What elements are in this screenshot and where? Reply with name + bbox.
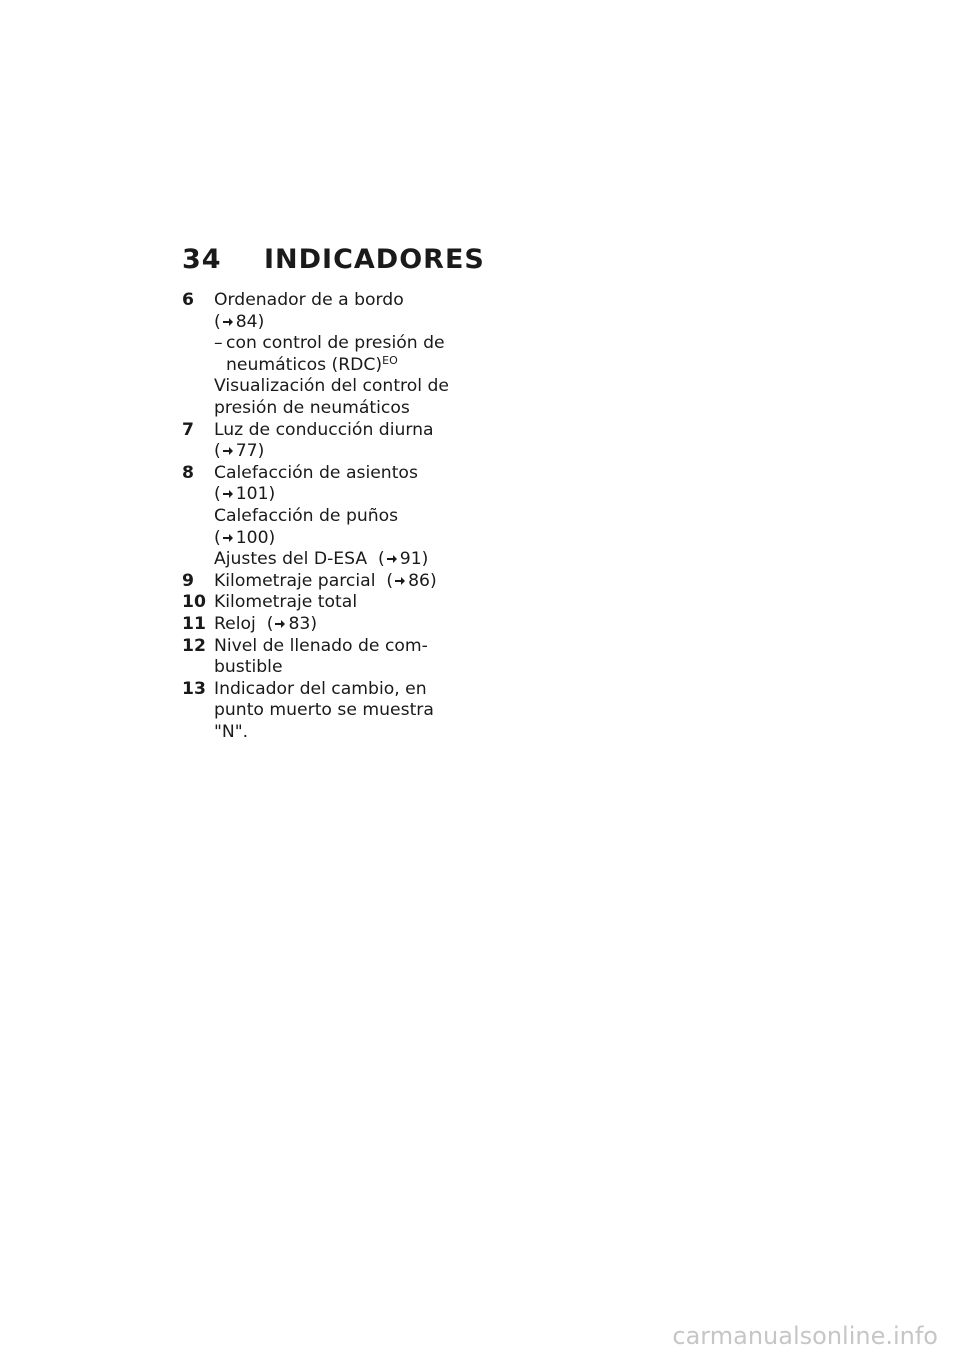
legend-item-10 [182,592,452,614]
arrow-right-icon [222,532,234,544]
item-number: 8 [182,462,194,483]
item-number: 9 [182,570,194,591]
ref-page: 101 [235,484,269,505]
page-title: INDICADORES [264,244,485,275]
ref-page: 83 [288,613,311,634]
page-reference: ( 100) [214,527,276,548]
page-reference: ( 101) [214,484,276,505]
arrow-right-icon [222,316,234,328]
item-number: 6 [182,290,194,310]
legend-item-12 [182,636,452,679]
ref-page: 100 [235,527,269,548]
item-text: Kilometraje total [214,592,358,613]
equipment-marker: EO [382,353,398,367]
arrow-right-icon [386,553,398,565]
legend-item-6 [182,290,452,333]
item-number: 13 [182,678,206,699]
item-number: 12 [182,635,206,656]
page-reference: ( 77) [214,441,265,462]
legend-item-rdc-display [182,376,452,419]
page-header [182,244,485,275]
arrow-right-icon [222,445,234,457]
arrow-right-icon [394,575,406,587]
legend-item-11 [182,614,452,636]
legend-item-desa [182,549,452,571]
legend-item-8 [182,463,452,506]
item-text: Visualización del control de presión de neumáticos [214,376,449,418]
page-reference: ( 91) [372,549,429,570]
legend-item-9 [182,571,452,593]
legend-item-13 [182,679,452,744]
item-text: Calefacción de asientos [214,462,418,483]
item-text: Ordenador de a bordo [214,290,404,310]
ref-page: 86 [408,570,430,591]
subitem-text: con control de presión de neumáticos (RDC) [226,333,445,375]
item-number: 11 [182,613,206,634]
dash-bullet: – [214,333,223,354]
ref-page: 77 [235,441,258,462]
item-text: Indicador del cambio, en punto muerto se muestra "N". [214,678,434,742]
legend-subitem-rdc [182,333,452,376]
watermark: carmanualsonline.info [672,1322,938,1350]
legend-item-7 [182,420,452,463]
item-text: Luz de conducción diurna [214,419,434,440]
item-text: Nivel de llenado de com-bustible [214,635,428,678]
item-text: Calefacción de puños [214,505,399,526]
legend-list [182,290,452,743]
page-number: 34 [182,244,222,275]
ref-page: 84 [235,311,258,332]
arrow-right-icon [274,618,286,630]
page-reference: ( 86) [380,570,437,591]
arrow-right-icon [222,488,234,500]
page-reference: ( 83) [261,613,318,634]
item-number: 7 [182,419,194,440]
ref-page: 91 [399,549,422,570]
legend-item-grip-heating [182,506,452,549]
item-text: Ajustes del D-ESA [214,549,368,570]
item-number: 10 [182,592,206,613]
item-text: Kilometraje parcial [214,570,376,591]
page-reference: ( 84) [214,311,265,332]
item-text: Reloj [214,613,256,634]
